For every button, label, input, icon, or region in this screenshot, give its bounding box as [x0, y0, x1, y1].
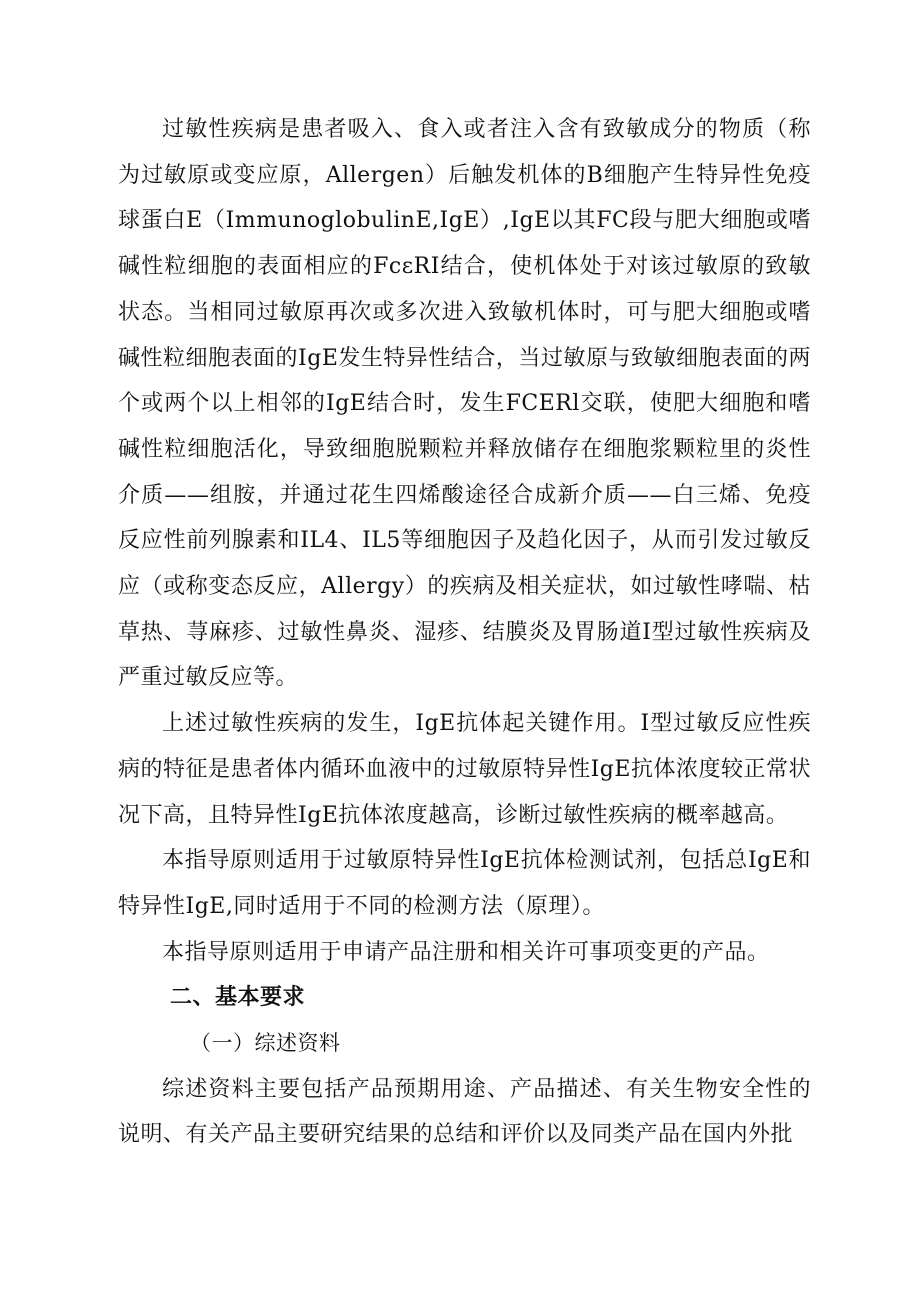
section-heading: 二、基本要求	[170, 985, 306, 1011]
paragraph-allergy-mechanism: 过敏性疾病是患者吸入、食入或者注入含有致敏成分的物质（称为过敏原或变应原，Allergen）后触发机体的B细胞产生特异性免疫球蛋白E（ImmunoglobulinE,IgE）,IgE以其FC段与肥大细胞或嗜碱性粒细胞的表面相应的FcεRI结合，使机体处于对该过敏原的致敏状态。当相同过敏原再次或多次进入致敏机体时，可与肥大细胞或嗜碱性粒细胞表面的IgE发生特异性结合，当过敏原与致敏细胞表面的两个或两个以上相邻的IgE结合时，发生FCERl交联，使肥大细胞和嗜碱性粒细胞活化，导致细胞脱颗粒并释放储存在细胞浆颗粒里的炎性介质——组胺，并通过花生四烯酸途径合成新介质——白三烯、免疫反应性前列腺素和IL4、IL5等细胞因子及趋化因子，从而引发过敏反应（或称变态反应，Allergy）的疾病及相关症状，如过敏性哮喘、枯草热、荨麻疹、过敏性鼻炎、湿疹、结膜炎及胃肠道I型过敏性疾病及严重过敏反应等。	[118, 117, 811, 691]
paragraph-ige-role: 上述过敏性疾病的发生，IgE抗体起关键作用。I型过敏反应性疾病的特征是患者体内循环血液中的过敏原特异性IgE抗体浓度较正常状况下高，且特异性IgE抗体浓度越高，诊断过敏性疾病的概率越高。	[118, 711, 811, 828]
section-subheading: （一）综述资料	[190, 1031, 341, 1056]
paragraph-scope-reagents: 本指导原则适用于过敏原特异性IgE抗体检测试剂，包括总IgE和特异性IgE,同时适用于不同的检测方法（原理）。	[118, 848, 811, 919]
paragraph-scope-registration: 本指导原则适用于申请产品注册和相关许可事项变更的产品。	[162, 939, 770, 965]
paragraph-summary-materials: 综述资料主要包括产品预期用途、产品描述、有关生物安全性的说明、有关产品主要研究结果的总结和评价以及同类产品在国内外批	[118, 1076, 811, 1148]
document-body	[118, 107, 811, 1158]
